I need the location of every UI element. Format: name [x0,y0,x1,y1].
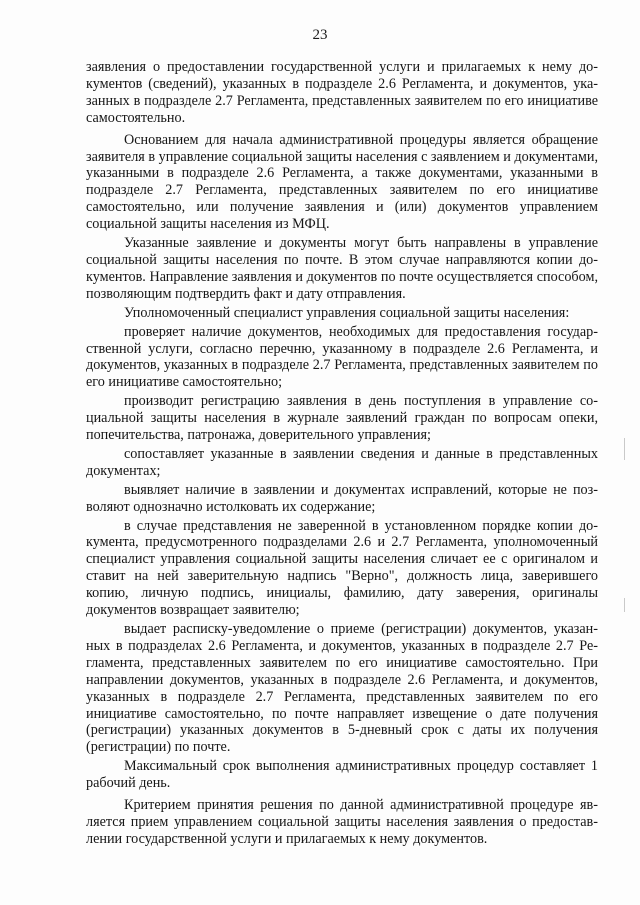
paragraph-registers-application: производит регистрацию заявления в день поступления в управление социальной защиты населения в журнале заявлений граждан по вопросам опеки, попечительства, патронажа, доверительного управления; [86,393,598,444]
scan-artifact [624,598,625,612]
paragraph-basis: Основанием для начала административной процедуры является обращение заявителя в управление социальной защиты населения с заявлением и документами, указанными в подразделе 2.6 Регламента, а также документами, указанными в подразделе 2.7 Регламента, представленных заявителем по его инициативе самостоятельно, или получение заявления и (или) документов управлением социальной защиты населения из МФЦ. [86,131,598,233]
paragraph-specialist-intro: Уполномоченный специалист управления социальной защиты населения: [124,304,570,321]
paragraph-certifies-copies: в случае представления не заверенной в установленном порядке копии документа, предусмотренного подразделами 2.6 и 2.7 Регламента, уполномоченный специалист управления социальной защиты населения сличает ее с оригиналом и ставит на ней заверительную надпись "Верно", должность лица, заверившего копию, личную подпись, инициалы, фамилию, дату заверения, оригиналы документов возвращает заявителю; [86,517,598,619]
paragraph-postal-submission: Указанные заявление и документы могут быть направлены в управление социальной защиты населения по почте. В этом случае направляются копии документов. Направление заявления и документов по почте осуществляется способом, позволяющим подтвердить факт и дату отправления. [86,235,598,302]
scan-artifact [624,438,625,460]
paragraph-detects-corrections: выявляет наличие в заявлении и документах исправлений, которые не позволяют однозначно истолковать их содержание; [86,481,598,515]
page-number: 23 [312,27,328,43]
paragraph-max-duration: Максимальный срок выполнения административных процедур составляет 1 рабочий день. [86,758,598,792]
page-body [86,59,598,850]
paragraph-compares-data: сопоставляет указанные в заявлении сведения и данные в представленных документах; [86,445,598,479]
paragraph-continuation: заявления о предоставлении государственной услуги и прилагаемых к нему документов (сведений), указанных в подразделе 2.6 Регламента, и документов, указанных в подразделе 2.7 Регламента, представленных заявителем по его инициативе самостоятельно. [86,59,598,126]
paragraph-checks-documents: проверяет наличие документов, необходимых для предоставления государственной услуги, согласно перечню, указанному в подразделе 2.6 Регламента, и документов, указанных в подразделе 2.7 Регламента, представленных заявителем по его инициативе самостоятельно; [86,323,598,391]
paragraph-issues-receipt: выдает расписку-уведомление о приеме (регистрации) документов, указанных в подразделах 2.6 Регламента, и документов, указанных в подразделе 2.7 Регламента, представленных заявителем по его инициативе самостоятельно. При направлении документов, указанных в подразделе 2.6 Регламента, и документов, указанных в подразделе 2.7 Регламента, представленных заявителем по его инициативе самостоятельно, по почте направляет извещение о дате получения (регистрации) указанных документов в 5-дневный срок с даты их получения (регистрации) по почте. [86,621,598,756]
paragraph-decision-criterion: Критерием принятия решения по данной административной процедуре является прием управлением социальной защиты населения заявления о предоставлении государственной услуги и прилагаемых к нему документов. [86,797,598,847]
